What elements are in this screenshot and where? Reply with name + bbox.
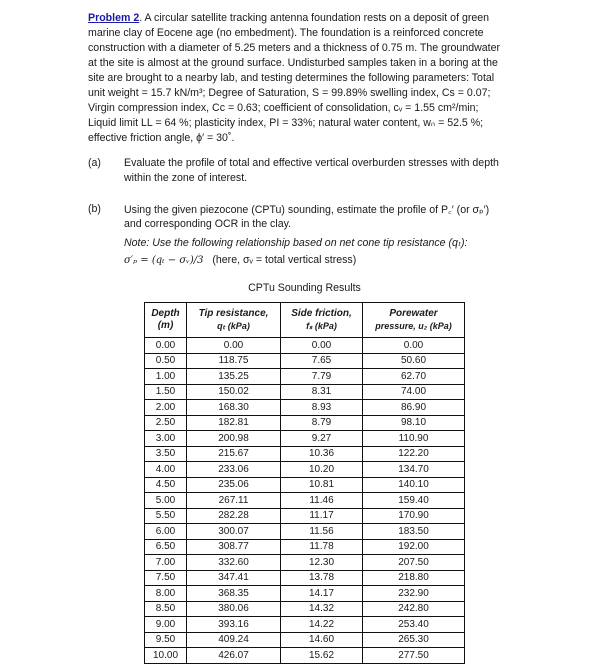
part-b-label: (b) <box>88 203 101 215</box>
table-cell: 393.16 <box>187 617 281 633</box>
problem-line <box>88 12 489 24</box>
problem-label: Problem 2 <box>88 12 140 24</box>
table-cell: 14.17 <box>281 586 363 602</box>
problem-line: Virgin compression index, Cc = 0.63; coefficient of consolidation, cᵥ = 1.55 cm²/min; <box>88 102 479 114</box>
table-cell: 10.20 <box>281 462 363 478</box>
table-cell: 159.40 <box>363 493 465 509</box>
table-cell: 74.00 <box>363 384 465 400</box>
problem-text: . A circular satellite tracking antenna foundation rests on a deposit of green <box>139 12 490 24</box>
table-cell: 170.90 <box>363 508 465 524</box>
table-row <box>145 415 465 431</box>
table-cell: 7.65 <box>281 353 363 369</box>
table-cell: 4.50 <box>145 477 187 493</box>
table-cell: 8.79 <box>281 415 363 431</box>
table-cell: 50.60 <box>363 353 465 369</box>
table-row <box>145 601 465 617</box>
table-cell: 277.50 <box>363 648 465 664</box>
part-b-line: and corresponding OCR in the clay. <box>124 218 292 230</box>
table-cell: 11.78 <box>281 539 363 555</box>
table-cell: 0.50 <box>145 353 187 369</box>
header-text: Depth <box>151 308 180 319</box>
table-cell: 8.93 <box>281 400 363 416</box>
table-cell: 10.81 <box>281 477 363 493</box>
table-cell: 182.81 <box>187 415 281 431</box>
table-cell: 409.24 <box>187 632 281 648</box>
part-b-note: Note: Use the following relationship based on net cone tip resistance (qₜ): <box>124 237 468 249</box>
table-cell: 5.00 <box>145 493 187 509</box>
table-cell: 15.62 <box>281 648 363 664</box>
table-cell: 110.90 <box>363 431 465 447</box>
column-header <box>281 303 363 338</box>
table-row <box>145 400 465 416</box>
header-text: fₛ (kPa) <box>306 321 337 331</box>
formula-note: (here, σᵥ = total vertical stress) <box>212 254 357 266</box>
column-header <box>145 303 187 338</box>
table-cell: 282.28 <box>187 508 281 524</box>
table-row <box>145 493 465 509</box>
table-cell: 6.50 <box>145 539 187 555</box>
table-row <box>145 369 465 385</box>
table-cell: 122.20 <box>363 446 465 462</box>
part-a-line: Evaluate the profile of total and effective vertical overburden stresses with depth <box>124 157 499 169</box>
table-cell: 13.78 <box>281 570 363 586</box>
problem-line: marine clay of Eocene age (no embedment). The foundation is a reinforced concrete <box>88 27 484 39</box>
problem-line: at the site is almost at the ground surface. Undisturbed samples taken in a boring at the <box>88 57 498 69</box>
table-cell: 10.36 <box>281 446 363 462</box>
table-cell: 98.10 <box>363 415 465 431</box>
table-row <box>145 648 465 664</box>
problem-line: unit weight = 15.7 kN/m³; Degree of Saturation, S = 99.89% swelling index, Cs = 0.07; <box>88 87 491 99</box>
column-header <box>187 303 281 338</box>
header-text: Tip resistance, <box>198 308 269 319</box>
table-cell: 192.00 <box>363 539 465 555</box>
table-cell: 118.75 <box>187 353 281 369</box>
table-row <box>145 446 465 462</box>
table-cell: 308.77 <box>187 539 281 555</box>
table-cell: 9.50 <box>145 632 187 648</box>
table-cell: 62.70 <box>363 369 465 385</box>
table-cell: 1.00 <box>145 369 187 385</box>
table-cell: 253.40 <box>363 617 465 633</box>
table-cell: 5.50 <box>145 508 187 524</box>
part-a-label: (a) <box>88 157 101 169</box>
table-cell: 7.00 <box>145 555 187 571</box>
table-cell: 11.46 <box>281 493 363 509</box>
table-cell: 267.11 <box>187 493 281 509</box>
table-cell: 11.17 <box>281 508 363 524</box>
table-cell: 1.50 <box>145 384 187 400</box>
table-cell: 215.67 <box>187 446 281 462</box>
cptu-table <box>144 302 465 664</box>
table-cell: 242.80 <box>363 601 465 617</box>
part-b-formula-row <box>124 254 356 266</box>
table-row <box>145 477 465 493</box>
table-row <box>145 384 465 400</box>
formula: σ′ₚ = (qₜ − σᵥ)/3 <box>124 255 204 266</box>
table-cell: 7.79 <box>281 369 363 385</box>
problem-line: construction with a diameter of 5.25 meters and a thickness of 0.75 m. The groundwater <box>88 42 501 54</box>
part-a-line: within the zone of interest. <box>124 172 248 184</box>
table-cell: 207.50 <box>363 555 465 571</box>
table-row <box>145 555 465 571</box>
table-cell: 14.22 <box>281 617 363 633</box>
table-row <box>145 338 465 354</box>
table-cell: 232.90 <box>363 586 465 602</box>
header-text: pressure, u₂ (kPa) <box>375 321 452 331</box>
table-cell: 8.31 <box>281 384 363 400</box>
table-cell: 426.07 <box>187 648 281 664</box>
header-text: Porewater <box>389 308 438 319</box>
table-cell: 2.00 <box>145 400 187 416</box>
table-cell: 0.00 <box>363 338 465 354</box>
table-cell: 2.50 <box>145 415 187 431</box>
table-cell: 8.00 <box>145 586 187 602</box>
problem-line: site are brought to a nearby lab, and testing determines the following parameters: Total <box>88 72 495 84</box>
table-cell: 134.70 <box>363 462 465 478</box>
table-cell: 12.30 <box>281 555 363 571</box>
table-row <box>145 524 465 540</box>
table-row <box>145 632 465 648</box>
table-cell: 135.25 <box>187 369 281 385</box>
table-cell: 233.06 <box>187 462 281 478</box>
table-cell: 332.60 <box>187 555 281 571</box>
table-cell: 7.50 <box>145 570 187 586</box>
problem-line: effective friction angle, ϕ′ = 30˚. <box>88 132 235 144</box>
table-cell: 218.80 <box>363 570 465 586</box>
table-cell: 0.00 <box>145 338 187 354</box>
column-header <box>363 303 465 338</box>
table-row <box>145 431 465 447</box>
table-cell: 300.07 <box>187 524 281 540</box>
table-cell: 14.32 <box>281 601 363 617</box>
table-cell: 9.27 <box>281 431 363 447</box>
table-cell: 347.41 <box>187 570 281 586</box>
table-cell: 10.00 <box>145 648 187 664</box>
table-cell: 0.00 <box>281 338 363 354</box>
table-cell: 235.06 <box>187 477 281 493</box>
table-cell: 3.50 <box>145 446 187 462</box>
table-cell: 86.90 <box>363 400 465 416</box>
table-row <box>145 570 465 586</box>
problem-line: Liquid limit LL = 64 %; plasticity index, PI = 33%; natural water content, wₙ = 52.5 %; <box>88 117 484 129</box>
table-cell: 183.50 <box>363 524 465 540</box>
table-cell: 14.60 <box>281 632 363 648</box>
table-row <box>145 462 465 478</box>
table-row <box>145 586 465 602</box>
table-cell: 140.10 <box>363 477 465 493</box>
table-row <box>145 539 465 555</box>
header-text: (m) <box>157 320 174 331</box>
table-row <box>145 617 465 633</box>
table-cell: 8.50 <box>145 601 187 617</box>
table-cell: 265.30 <box>363 632 465 648</box>
table-cell: 9.00 <box>145 617 187 633</box>
table-cell: 3.00 <box>145 431 187 447</box>
table-cell: 380.06 <box>187 601 281 617</box>
table-cell: 168.30 <box>187 400 281 416</box>
table-cell: 11.56 <box>281 524 363 540</box>
table-cell: 6.00 <box>145 524 187 540</box>
table-row <box>145 353 465 369</box>
header-text: qₜ (kPa) <box>217 321 250 331</box>
table-cell: 0.00 <box>187 338 281 354</box>
table-cell: 4.00 <box>145 462 187 478</box>
table-title: CPTu Sounding Results <box>248 282 361 294</box>
table-row <box>145 508 465 524</box>
table-cell: 150.02 <box>187 384 281 400</box>
table-cell: 368.35 <box>187 586 281 602</box>
part-b-line: Using the given piezocone (CPTu) sounding, estimate the profile of P꜀′ (or σₚ′) <box>124 204 490 216</box>
table-cell: 200.98 <box>187 431 281 447</box>
header-text: Side friction, <box>291 308 352 319</box>
